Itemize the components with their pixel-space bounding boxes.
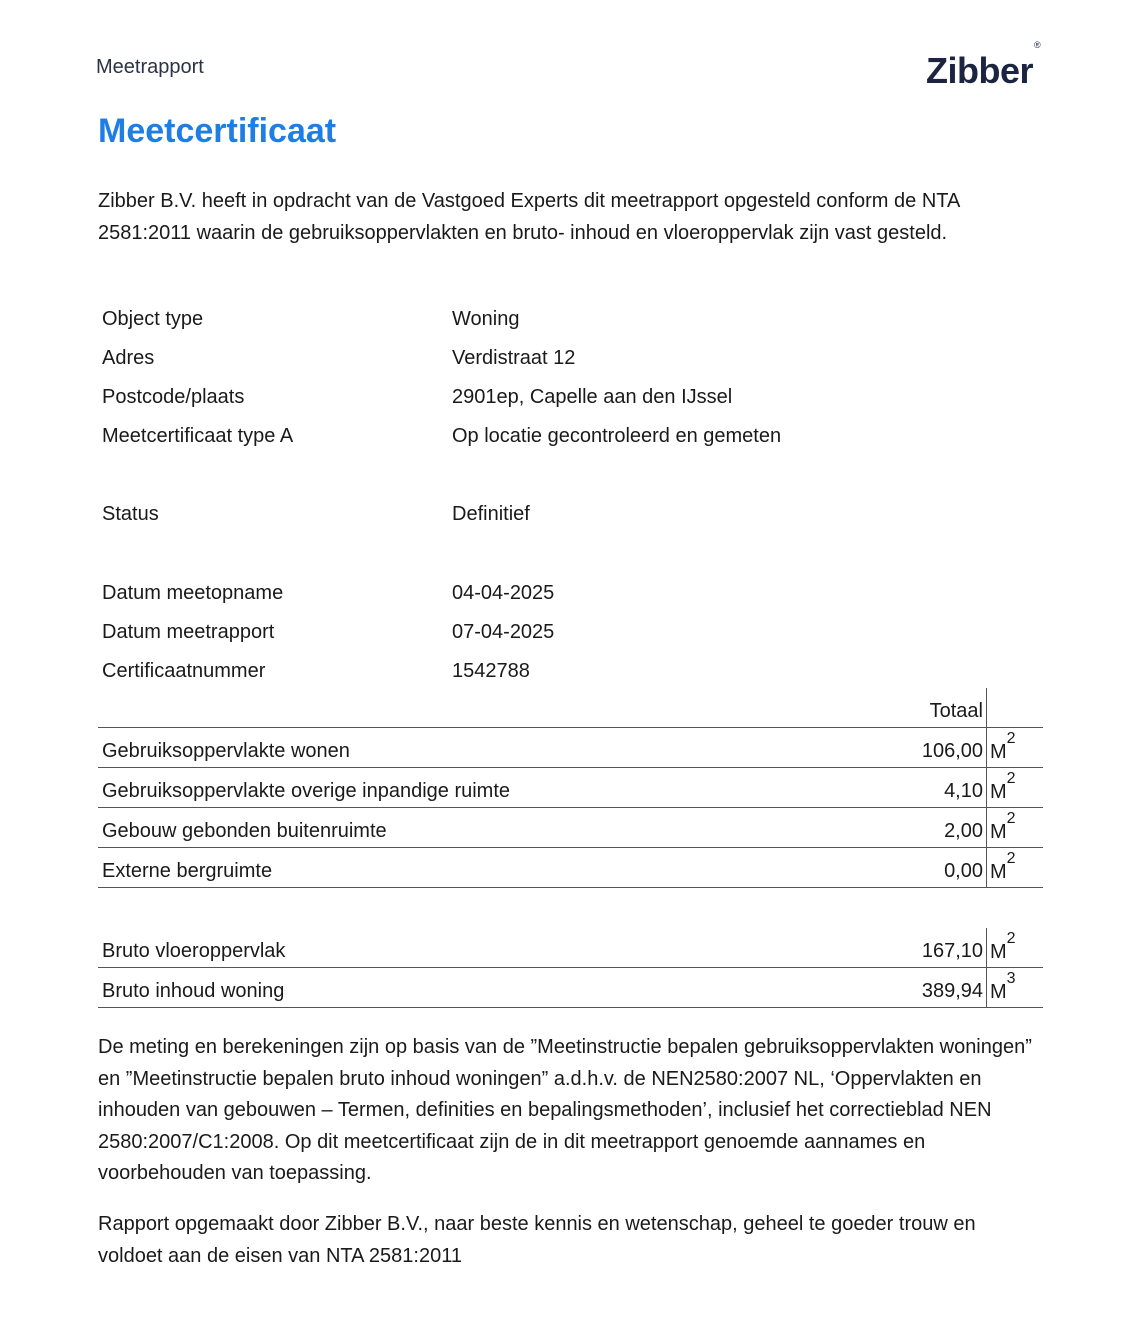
intro-paragraph: Zibber B.V. heeft in opdracht van de Vastgoed Experts dit meetrapport opgesteld conform de NTA 2581:2011 waarin de gebruiksoppervlakten en bruto- inhoud en vloeroppervlak zijn vast gesteld. (98, 190, 960, 244)
unit-cell: $M^3$ (986, 968, 1043, 1008)
info-label: Adres (102, 347, 155, 369)
info-value: 1542788 (452, 660, 530, 682)
footer-paragraph: Rapport opgemaakt door Zibber B.V., naar beste kennis en wetenschap, geheel te goeder trouw en voldoet aan de eisen van NTA 2581:2011 (98, 1213, 976, 1267)
info-value: Woning (452, 308, 520, 330)
table-row (98, 728, 1043, 768)
table-row (98, 768, 1043, 808)
logo-text: Zibber (926, 50, 1034, 91)
row-label: Gebouw gebonden buitenruimte (102, 820, 387, 842)
table-header-row (98, 688, 1043, 728)
row-value: 4,10 (944, 780, 983, 802)
table-row (98, 808, 1043, 848)
row-value: 167,10 (921, 940, 983, 962)
row-value: 389,94 (921, 980, 983, 1002)
header-label: Meetrapport (96, 56, 204, 78)
info-label: Meetcertificaat type A (102, 425, 294, 447)
row-label: Externe bergruimte (102, 860, 273, 882)
row-value: 2,00 (944, 820, 983, 842)
info-label: Status (102, 503, 159, 525)
info-label: Certificaatnummer (102, 660, 266, 682)
total-header: Totaal (929, 700, 983, 722)
unit-cell: $M^2$ (986, 728, 1043, 768)
info-label: Datum meetrapport (102, 621, 275, 643)
table-row (98, 968, 1043, 1008)
unit-cell (986, 688, 1043, 728)
row-label: Bruto inhoud woning (102, 980, 285, 1002)
zibber-logo (926, 40, 1041, 92)
disclaimer-paragraph: De meting en berekeningen zijn op basis van de ”Meetinstructie bepalen gebruiksoppervlakten woningen” en ”Meetinstructie bepalen bruto inhoud woningen” a.d.h.v. de NEN2580:2007 NL, ‘Oppervlakten en inhouden van gebouwen – Termen, definities en bepalingsmethoden’, inclusief het correctieblad NEN 2580:2007/C1:2008. Op dit meetcertificaat zijn de in dit meetrapport genoemde aannames en voorbehouden van toepassing. (98, 1036, 1032, 1184)
page-title: Meetcertificaat (98, 112, 337, 150)
registered-mark: ® (1034, 40, 1041, 50)
info-label: Object type (102, 308, 204, 330)
info-value: Definitief (452, 503, 530, 525)
row-label: Gebruiksoppervlakte wonen (102, 740, 350, 762)
bruto-table (98, 928, 1043, 1008)
unit-cell: $M^2$ (986, 768, 1043, 808)
row-label: Gebruiksoppervlakte overige inpandige ruimte (102, 780, 511, 802)
info-value: 2901ep, Capelle aan den IJssel (452, 386, 733, 408)
unit-cell: $M^2$ (986, 928, 1043, 968)
row-label: Bruto vloeroppervlak (102, 940, 286, 962)
info-value: Verdistraat 12 (452, 347, 576, 369)
area-table (98, 688, 1043, 888)
table-row (98, 928, 1043, 968)
unit-cell: $M^2$ (986, 808, 1043, 848)
info-value: 04-04-2025 (452, 582, 555, 604)
info-label: Datum meetopname (102, 582, 284, 604)
info-label: Postcode/plaats (102, 386, 245, 408)
unit-cell: $M^2$ (986, 848, 1043, 888)
table-row (98, 848, 1043, 888)
row-value: 0,00 (944, 860, 983, 882)
row-value: 106,00 (921, 740, 983, 762)
info-value: 07-04-2025 (452, 621, 555, 643)
info-value: Op locatie gecontroleerd en gemeten (452, 425, 782, 447)
